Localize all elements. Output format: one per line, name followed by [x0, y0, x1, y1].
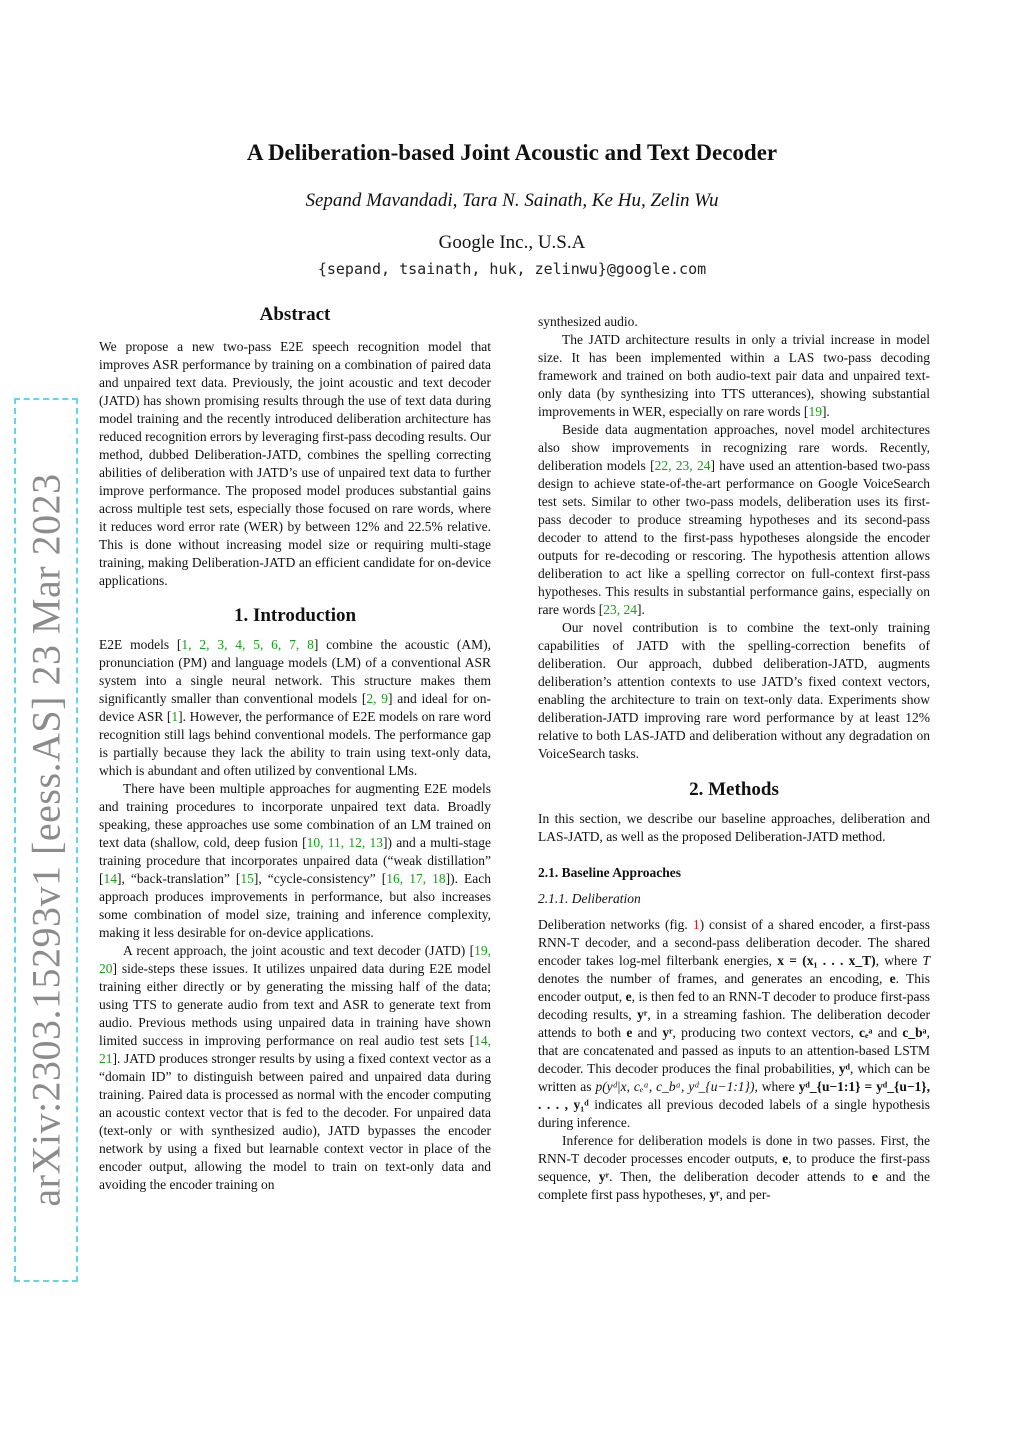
right-column: [538, 313, 930, 1204]
citation[interactable]: 14, 21: [99, 1033, 491, 1066]
arxiv-identifier: arXiv:2303.15293v1 [eess.AS] 23 Mar 2023: [23, 473, 69, 1207]
citation[interactable]: 14: [103, 871, 117, 886]
paper-title: A Deliberation-based Joint Acoustic and Text Decoder: [246, 140, 778, 165]
abstract-heading: Abstract: [259, 304, 331, 325]
citation[interactable]: 10, 11, 12, 13: [306, 835, 384, 850]
citation[interactable]: 16, 17, 18: [386, 871, 446, 886]
intro-paragraph-3: A recent approach, the joint acoustic and text decoder (JATD) [19, 20] side-steps these issues. It utilizes unpaired data during E2E model training either directly or by generating the missing half of the data; using TTS to generate audio from text and ASR to generate text from audio. Previous methods using unpaired data in training have shown limited success in improving performance on real audio test sets [14, 21]. JATD produces stronger results by using a fixed context vector as a “domain ID” to distinguish between paired and unpaired data during training. Paired data is processed as normal with the encoder computing an acoustic context vector that is fed to the decoder. For unpaired data (text-only or with synthesized audio), JATD bypasses the encoder network by using a fixed but learnable context vector in place of the encoder output, allowing the model to train on text-only data and avoiding the encoder training on: [99, 943, 491, 1192]
intro-paragraph-5: Beside data augmentation approaches, novel model architectures also show improvements in recognizing rare words. Recently, deliberation models [22, 23, 24] have used an attention-based two-pass design to achieve state-of-the-art performance on Google VoiceSearch test sets. Similar to other two-pass models, deliberation uses its first-pass decoder to produce streaming hypotheses and its second-pass decoder to attend to the first-pass hypotheses alongside the encoder outputs for re-decoding or rescoring. The hypothesis attention allows deliberation to act like a spelling corrector on full-context first-pass hypotheses. This results in substantial performance gains, especially on rare words [23, 24].: [538, 422, 931, 617]
intro-paragraph-4: The JATD architecture results in only a trivial increase in model size. It has been implemented within a LAS two-pass decoding framework and trained on both audio-text pair data and unpaired text-only data (by synthesizing into TTS utterances), showing substantial improvements in WER, especially on rare words [19].: [538, 332, 930, 419]
citation[interactable]: 2, 9: [366, 691, 389, 706]
citation[interactable]: 19: [808, 404, 822, 419]
subsection-heading: 2.1. Baseline Approaches: [538, 865, 682, 880]
citation[interactable]: 22, 23, 24: [654, 458, 711, 473]
citation[interactable]: 15: [240, 871, 254, 886]
intro-paragraph-3-continued: synthesized audio.: [538, 314, 638, 329]
citation[interactable]: 19, 20: [99, 943, 491, 976]
intro-heading: 1. Introduction: [233, 605, 357, 626]
paper-email: {sepand, tsainath, huk, zelinwu}@google.com: [317, 260, 707, 278]
figure-reference[interactable]: 1: [692, 917, 700, 932]
citation[interactable]: 23, 24: [603, 602, 637, 617]
intro-paragraph-2: There have been multiple approaches for augmenting E2E models and training procedures to incorporate unpaired text data. Broadly speaking, these approaches use some combination of an LM trained on text data (shallow, cold, deep fusion [10, 11, 12, 13]) and a multi-stage training procedure that incorporates unpaired data (“weak distillation” [14], “back-translation” [15], “cycle-consistency” [16, 17, 18]). Each approach produces improvements in performance, but also increases some combination of model size, training and inference complexity, making it less desirable for on-device applications.: [99, 781, 491, 940]
abstract-text: We propose a new two-pass E2E speech recognition model that improves ASR performance by training on a combination of paired data and unpaired text data. Previously, the joint acoustic and text decoder (JATD) has shown promising results through the use of text data during model training and the recently introduced deliberation architecture has reduced recognition errors by leveraging first-pass decoding results. Our method, dubbed Deliberation-JATD, combines the spelling correcting abilities of deliberation with JATD’s use of unpaired text data to further improve performance. The proposed model produces substantial gains across multiple test sets, especially those focused on rare words, where it reduces word error rate (WER) by between 12% and 22.5% relative. This is done without increasing model size or requiring multi-stage training, making Deliberation-JATD an efficient candidate for on-device applications.: [99, 339, 491, 588]
intro-paragraph-1: E2E models [1, 2, 3, 4, 5, 6, 7, 8] combine the acoustic (AM), pronunciation (PM) and language models (LM) of a conventional ASR system into a single neural network. This structure makes them significantly smaller than conventional models [2, 9] and ideal for on-device ASR [1]. However, the performance of E2E models on rare word recognition still lags behind conventional models. The performance gap is partially because they lack the ability to train using text-only data, which is abundant and often utilized by conventional LMs.: [99, 637, 492, 778]
left-column: [99, 306, 491, 1194]
paper-authors: Sepand Mavandadi, Tara N. Sainath, Ke Hu, Zelin Wu: [305, 190, 719, 211]
methods-heading: 2. Methods: [689, 779, 779, 800]
intro-paragraph-6: Our novel contribution is to combine the text-only training capabilities of JATD with the spelling-correction benefits of deliberation. Our approach, dubbed deliberation-JATD, augments deliberation’s attention contexts to use JATD’s fixed context vectors, enabling the architecture to train on text-only data. Experiments show deliberation-JATD improving rare word performance by at least 12% relative to both LAS-JATD and deliberation without any degradation on VoiceSearch tasks.: [538, 620, 930, 761]
subsubsection-heading: 2.1.1. Deliberation: [538, 891, 641, 906]
paper-affiliation: Google Inc., U.S.A: [438, 232, 586, 253]
deliberation-paragraph-1: Deliberation networks (fig. 1) consist of a shared encoder, a first-pass RNN-T decoder, and a second-pass deliberation decoder. The shared encoder takes log-mel filterbank energies, x = (x₁ . . . x_T), where T denotes the number of frames, and generates an encoding, e. This encoder output, e, is then fed to an RNN-T decoder to produce first-pass decoding results, yʳ, in a streaming fashion. The deliberation decoder attends to both e and yʳ, producing two context vectors, cₑᵃ and c_bᵃ, that are concatenated and passed as inputs to an attention-based LSTM decoder. This decoder produces the final probabilities, yᵈ, which can be written as p(yᵈ|x, cₑᵃ, c_bᵃ, yᵈ_{u−1:1}), where yᵈ_{u−1:1} = yᵈ_{u−1}, . . . , y₁ᵈ indicates all previous decoded labels of a single hypothesis during inference.: [538, 917, 931, 1130]
deliberation-paragraph-2: Inference for deliberation models is done in two passes. First, the RNN-T decoder processes encoder outputs, e, to produce the first-pass sequence, yʳ. Then, the deliberation decoder attends to e and the complete first pass hypotheses, yʳ, and per-: [538, 1133, 930, 1202]
citation[interactable]: 1, 2, 3, 4, 5, 6, 7, 8: [181, 637, 314, 652]
citation[interactable]: 1: [171, 709, 179, 724]
methods-paragraph-1: In this section, we describe our baseline approaches, deliberation and LAS-JATD, as well as the proposed Deliberation-JATD method.: [538, 811, 930, 844]
